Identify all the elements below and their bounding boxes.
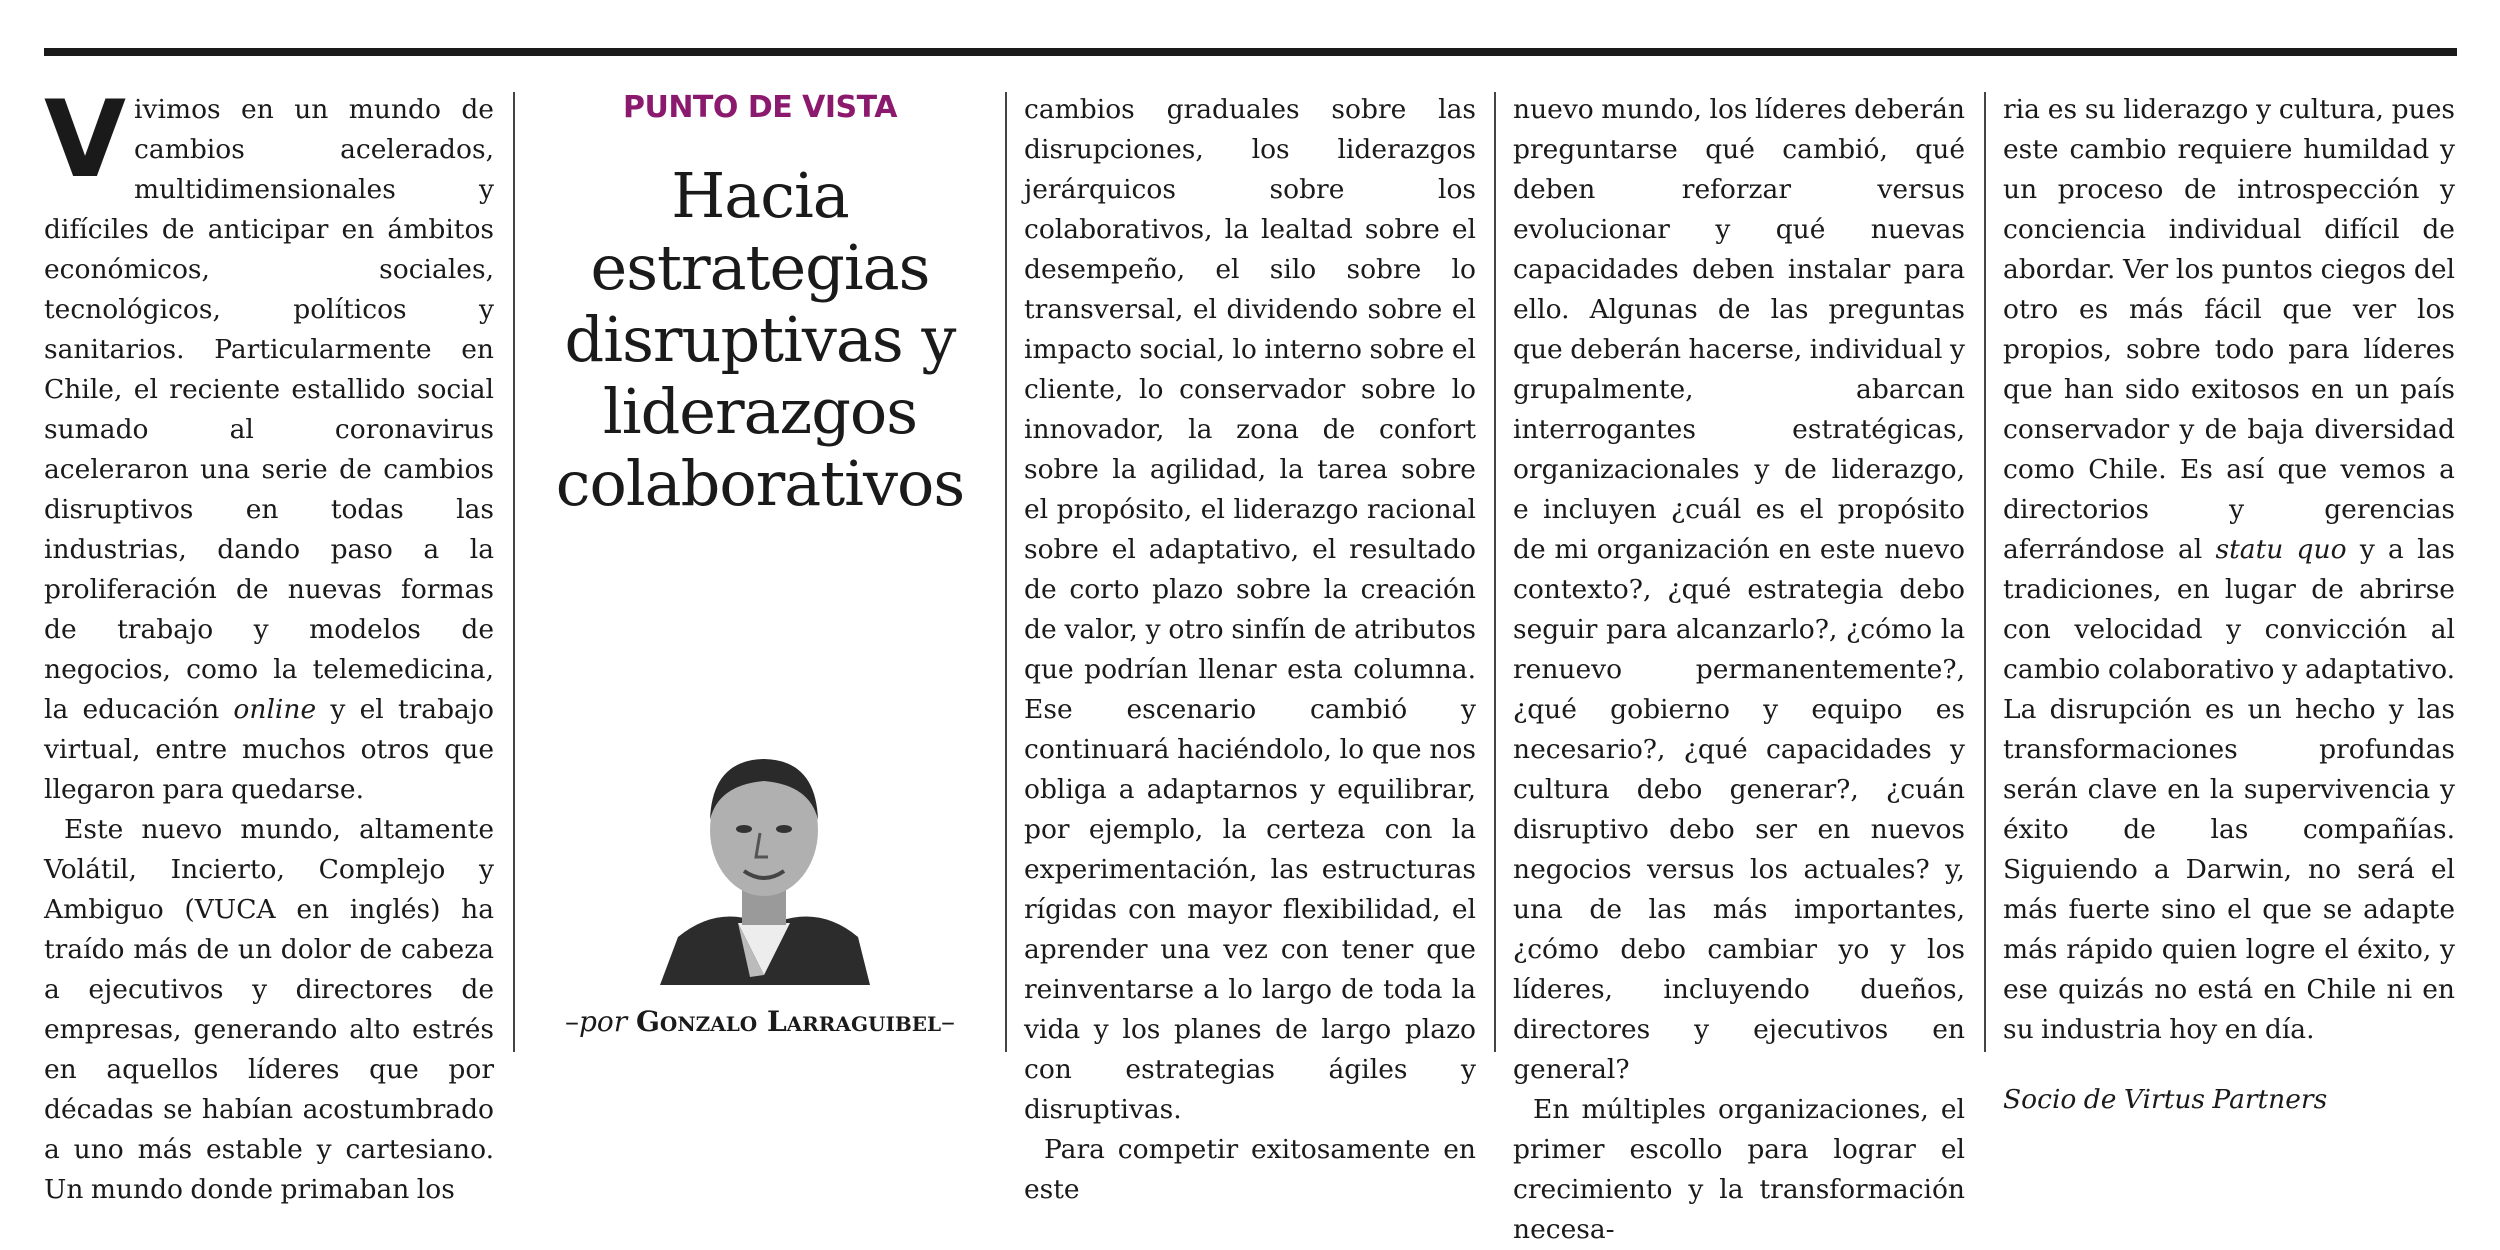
opinion-header — [515, 80, 1005, 1050]
headline: Hacia estrategias disruptivas y liderazgos colaborativos — [555, 159, 965, 520]
paragraph: nuevo mundo, los líderes deberán preguntarse qué cambió, qué deben reforzar versus evolucionar y qué nuevas capacidades deben instalar para ello. Algunas de las preguntas que deberán hacerse, individual y grupalmente, abarcan interrogantes estratégicas, organizacionales y de liderazgo, e incluyen ¿cuál es el propósito de mi organización en este nuevo contexto?, ¿qué estrategia debo seguir para alcanzarlo?, ¿cómo la renuevo permanentemente?, ¿qué gobierno y equipo es necesario?, ¿qué capacidades y cultura debo generar?, ¿cuán disruptivo debo ser en nuevos negocios versus los actuales? y, una de las más importantes, ¿cómo debo cambiar yo y los líderes, incluyendo dueños, directores y ejecutivos en general? — [1513, 94, 1965, 1085]
article-column-1 — [44, 78, 494, 1205]
article-column-3 — [1024, 90, 1476, 1205]
byline: –por Gonzalo Larraguibel– — [564, 1005, 956, 1038]
paragraph: Vivimos en un mundo de cambios acelerados, multidimensionales y difíciles de anticipar en ámbitos económicos, sociales, tecnológicos, políticos y sanitarios. Particularmente en Chile, el reciente estallido social sumado al coronavirus aceleraron una serie de cambios disruptivos en todas las industrias, dando paso a la proliferación de nuevas formas de trabajo y modelos de negocios, como la telemedicina, la educación online y el trabajo virtual, entre muchos otros que llegaron para quedarse. — [44, 78, 494, 805]
drop-cap: V — [44, 78, 127, 201]
paragraph: ria es su liderazgo y cultura, pues este cambio requiere humildad y un proceso de introspección y conciencia individual difícil de abordar. Ver los puntos ciegos del otro es más fácil que ver los propios, sobre todo para líderes que han sido exitosos en un país conservador y de baja diversidad como Chile. Es así que vemos a directorios y gerencias aferrándose al statu quo y a las tradiciones, en lugar de abrirse con velocidad y convicción al cambio colaborativo y adaptativo. La disrupción es un hecho y las transformaciones profundas serán clave en la supervivencia y éxito de las compañías. Siguiendo a Darwin, no será el más fuerte sino el que se adapte más rápido quien logre el éxito, y ese quizás no está en Chile ni en su industria hoy en día. — [2003, 94, 2455, 1045]
paragraph: En múltiples organizaciones, el primer escollo para lograr el crecimiento y la transformación necesa- — [1513, 1094, 1965, 1245]
column-divider — [1005, 92, 1007, 1052]
section-kicker: PUNTO DE VISTA — [622, 90, 898, 125]
author-portrait — [660, 725, 870, 985]
paragraph: Este nuevo mundo, altamente Volátil, Incierto, Complejo y Ambiguo (VUCA en inglés) ha traído más de un dolor de cabeza a ejecutivos y directores de empresas, generando alto estrés en aquellos líderes que por décadas se habían acostumbrado a uno más estable y cartesiano. Un mundo donde primaban los — [44, 814, 494, 1205]
paragraph: Para competir exitosamente en este — [1024, 1134, 1476, 1205]
column-divider — [1984, 92, 1986, 1052]
top-rule — [44, 48, 2457, 56]
paragraph: cambios graduales sobre las disrupciones, los liderazgos jerárquicos sobre los colaborativos, la lealtad sobre el desempeño, el silo sobre lo transversal, el dividendo sobre el impacto social, lo interno sobre el cliente, lo conservador sobre lo innovador, la zona de confort sobre la agilidad, la tarea sobre el propósito, el liderazgo racional sobre el adaptativo, el resultado de corto plazo sobre la creación de valor, y otro sinfín de atributos que podrían llenar esta columna. Ese escenario cambió y continuará haciéndolo, lo que nos obliga a adaptarnos y equilibrar, por ejemplo, la certeza con la experimentación, las estructuras rígidas con mayor flexibilidad, el aprender una vez con tener que reinventarse a lo largo de toda la vida y los planes de largo plazo con estrategias ágiles y disruptivas. — [1024, 94, 1476, 1125]
author-name: Gonzalo Larraguibel — [636, 1005, 942, 1038]
column-divider — [1494, 92, 1496, 1052]
author-signature: Socio de Virtus Partners — [2003, 1084, 2328, 1115]
article-column-5 — [2003, 90, 2455, 1115]
article-column-4 — [1513, 90, 1965, 1245]
